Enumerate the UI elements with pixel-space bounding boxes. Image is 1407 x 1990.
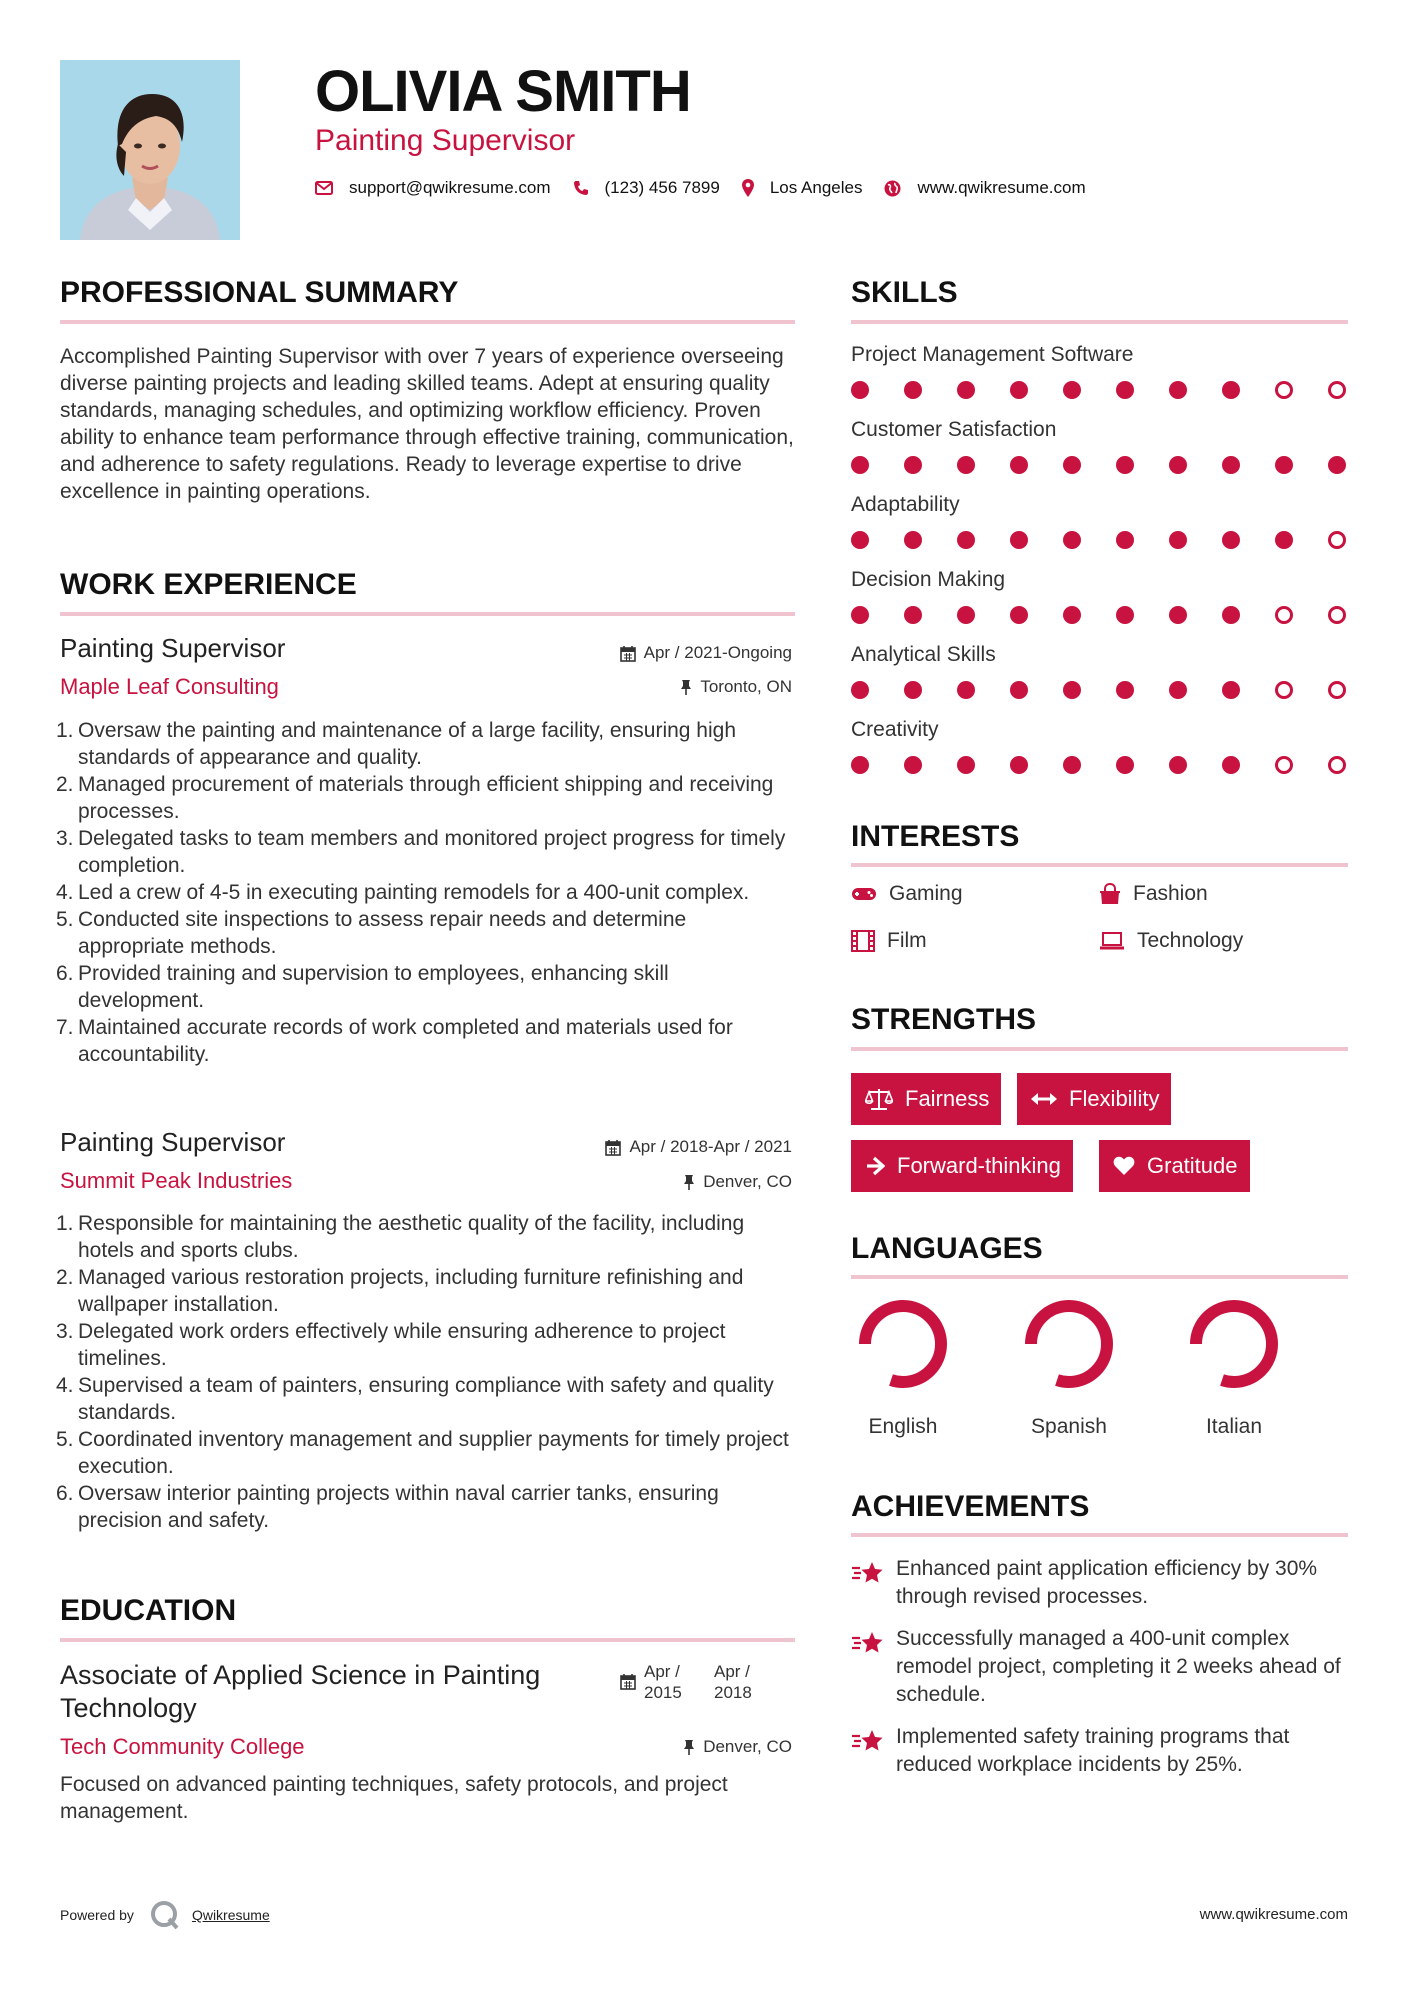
language-ring bbox=[1184, 1294, 1284, 1394]
skill-dot-filled bbox=[957, 681, 975, 699]
job-bullet-item bbox=[56, 1372, 796, 1426]
globe-icon bbox=[884, 180, 901, 197]
skill-dot-filled bbox=[957, 531, 975, 549]
interest-film bbox=[851, 929, 927, 953]
contact-location bbox=[742, 178, 863, 198]
language-level-arc bbox=[865, 1306, 941, 1382]
achievement-text: Successfully managed a 400-unit complex remodel project, completing it 2 weeks ahead of schedule. bbox=[896, 1627, 1341, 1706]
skill-dot-filled bbox=[904, 381, 922, 399]
heart-icon bbox=[1113, 1156, 1135, 1176]
skill-dot-filled bbox=[1222, 606, 1240, 624]
skill-dot-filled bbox=[904, 456, 922, 474]
achievement-text: Enhanced paint application efficiency by 30% through revised processes. bbox=[896, 1557, 1318, 1608]
skill-rating bbox=[851, 531, 1351, 551]
skill-dot-empty bbox=[1275, 606, 1293, 624]
skill-rating bbox=[851, 606, 1351, 626]
footer-branding bbox=[60, 1900, 270, 1930]
skill-dot-filled bbox=[1169, 756, 1187, 774]
skill-dot-empty bbox=[1328, 606, 1346, 624]
interest-technology bbox=[1099, 929, 1243, 953]
skill-dot-filled bbox=[1169, 681, 1187, 699]
skill-dot-filled bbox=[1169, 531, 1187, 549]
bullet-text: Maintained accurate records of work completed and materials used for accountability. bbox=[78, 1016, 733, 1066]
bullet-number: 2. bbox=[56, 1266, 74, 1289]
skill-dot-filled bbox=[1063, 456, 1081, 474]
section-divider bbox=[60, 320, 795, 324]
skills-heading: SKILLS bbox=[851, 276, 958, 309]
job-bullet-item bbox=[56, 771, 796, 825]
education-location-text: Denver, CO bbox=[703, 1737, 792, 1756]
skill-dot-filled bbox=[1010, 756, 1028, 774]
skill-dot-filled bbox=[851, 681, 869, 699]
job-bullet-item bbox=[56, 1264, 796, 1318]
job-bullet-item bbox=[56, 717, 796, 771]
job-bullet-item bbox=[56, 1014, 796, 1068]
skill-dot-filled bbox=[1222, 531, 1240, 549]
skill-dot-filled bbox=[904, 606, 922, 624]
job-bullets bbox=[56, 1210, 796, 1534]
shooting-star-icon bbox=[851, 1559, 885, 1589]
balance-scale-icon bbox=[865, 1087, 893, 1111]
skill-dot-filled bbox=[1222, 756, 1240, 774]
language-level-arc bbox=[1031, 1306, 1107, 1382]
skill-dot-filled bbox=[957, 381, 975, 399]
job-bullet-item bbox=[56, 1426, 796, 1480]
skill-dot-filled bbox=[957, 606, 975, 624]
skill-dot-filled bbox=[904, 681, 922, 699]
skill-dot-filled bbox=[1010, 606, 1028, 624]
job-location-text: Toronto, ON bbox=[700, 677, 792, 696]
qwikresume-link[interactable]: Qwikresume bbox=[191, 1907, 270, 1923]
bullet-number: 4. bbox=[56, 881, 74, 904]
job-dates bbox=[605, 1137, 792, 1157]
job-bullets bbox=[56, 717, 796, 1068]
skill-dot-filled bbox=[1275, 531, 1293, 549]
education-start-date: Apr / 2015 bbox=[644, 1662, 682, 1702]
profile-photo bbox=[60, 60, 240, 240]
bullet-number: 2. bbox=[56, 773, 74, 796]
languages-heading: LANGUAGES bbox=[851, 1232, 1043, 1265]
language-label: English bbox=[868, 1415, 938, 1438]
skill-dot-filled bbox=[1010, 456, 1028, 474]
shopping-bag-icon bbox=[1099, 883, 1121, 905]
skill-dot-filled bbox=[1222, 381, 1240, 399]
bullet-text: Managed procurement of materials through efficient shipping and receiving processes. bbox=[78, 773, 774, 823]
calendar-icon bbox=[620, 1673, 636, 1690]
language-ring bbox=[1019, 1294, 1119, 1394]
job-bullet-item bbox=[56, 1210, 796, 1264]
achievement-text: Implemented safety training programs that reduced workplace incidents by 25%. bbox=[896, 1725, 1290, 1776]
interest-fashion bbox=[1099, 882, 1208, 906]
film-icon bbox=[851, 930, 875, 952]
skill-dot-filled bbox=[957, 756, 975, 774]
education-description: Focused on advanced painting techniques, safety protocols, and project management. bbox=[60, 1773, 728, 1823]
summary-text: Accomplished Painting Supervisor with over 7 years of experience overseeing diverse painting projects and leading skilled teams. Adept at ensuring quality standards, managing schedules, and optimizing workflow efficiency. Proven ability to enhance team performance through effective training, communication, and adherence to safety regulations. Ready to leverage expertise to drive excellence in painting operations. bbox=[60, 345, 794, 503]
experience-heading: WORK EXPERIENCE bbox=[60, 568, 357, 601]
skill-dot-empty bbox=[1328, 756, 1346, 774]
candidate-title: Painting Supervisor bbox=[315, 124, 576, 157]
skill-dot-filled bbox=[851, 381, 869, 399]
interests-heading: INTERESTS bbox=[851, 820, 1020, 853]
bullet-text: Delegated tasks to team members and monitored project progress for timely completion. bbox=[78, 827, 786, 877]
skill-dot-empty bbox=[1328, 381, 1346, 399]
pushpin-icon bbox=[683, 1174, 695, 1191]
interest-gaming bbox=[851, 882, 963, 906]
strength-label: Flexibility bbox=[1069, 1086, 1160, 1111]
skill-rating bbox=[851, 756, 1351, 776]
skill-dot-filled bbox=[1169, 381, 1187, 399]
bullet-number: 1. bbox=[56, 1212, 74, 1235]
section-divider bbox=[60, 1638, 795, 1642]
skill-rating bbox=[851, 456, 1351, 476]
interest-label: Fashion bbox=[1133, 882, 1208, 905]
bullet-text: Oversaw interior painting projects within naval carrier tanks, ensuring precision and safety. bbox=[78, 1482, 719, 1532]
job-location bbox=[680, 677, 792, 697]
skill-dot-filled bbox=[851, 531, 869, 549]
strength-tag bbox=[1099, 1140, 1250, 1192]
skill-dot-filled bbox=[1010, 681, 1028, 699]
job-bullet-item bbox=[56, 1318, 796, 1372]
education-dates bbox=[620, 1661, 784, 1703]
skill-rating bbox=[851, 381, 1351, 401]
skill-dot-filled bbox=[1169, 456, 1187, 474]
strength-tag bbox=[851, 1073, 1001, 1125]
section-divider bbox=[851, 863, 1348, 867]
skill-dot-filled bbox=[1169, 606, 1187, 624]
skill-label: Adaptability bbox=[851, 493, 960, 516]
footer-url[interactable]: www.qwikresume.com bbox=[1199, 1906, 1348, 1923]
skill-dot-filled bbox=[851, 606, 869, 624]
job-dates-text: Apr / 2018-Apr / 2021 bbox=[629, 1137, 792, 1156]
skill-dot-filled bbox=[1222, 456, 1240, 474]
bullet-text: Managed various restoration projects, including furniture refinishing and wallpaper installation. bbox=[78, 1266, 744, 1316]
phone-text: (123) 456 7899 bbox=[604, 178, 720, 197]
bullet-number: 3. bbox=[56, 827, 74, 850]
education-end-date: Apr / 2018 bbox=[714, 1662, 752, 1702]
skill-dot-filled bbox=[1116, 456, 1134, 474]
bullet-number: 1. bbox=[56, 719, 74, 742]
shooting-star-icon bbox=[851, 1727, 885, 1757]
map-marker-icon bbox=[742, 179, 754, 197]
language-label: Spanish bbox=[1031, 1415, 1107, 1438]
skill-dot-filled bbox=[1222, 681, 1240, 699]
envelope-icon bbox=[315, 181, 333, 195]
bullet-number: 6. bbox=[56, 962, 74, 985]
shooting-star-icon bbox=[851, 1629, 885, 1659]
job-title: Painting Supervisor bbox=[60, 1127, 286, 1157]
job-company: Summit Peak Industries bbox=[60, 1168, 293, 1193]
section-divider bbox=[851, 320, 1348, 324]
skill-dot-filled bbox=[1116, 606, 1134, 624]
job-dates bbox=[620, 643, 792, 663]
skill-dot-filled bbox=[957, 456, 975, 474]
gamepad-icon bbox=[851, 886, 877, 902]
contact-email[interactable] bbox=[315, 178, 551, 198]
skill-dot-filled bbox=[851, 456, 869, 474]
location-text: Los Angeles bbox=[769, 178, 863, 197]
skill-rating bbox=[851, 681, 1351, 701]
interest-label: Gaming bbox=[889, 882, 963, 905]
strength-label: Forward-thinking bbox=[897, 1153, 1061, 1178]
skill-dot-filled bbox=[1328, 456, 1346, 474]
skill-dot-filled bbox=[1116, 681, 1134, 699]
section-divider bbox=[851, 1533, 1348, 1537]
contact-phone[interactable] bbox=[573, 178, 720, 198]
skill-label: Project Management Software bbox=[851, 343, 1134, 366]
laptop-icon bbox=[1099, 932, 1125, 950]
skill-dot-filled bbox=[1010, 531, 1028, 549]
calendar-icon bbox=[605, 1139, 621, 1156]
job-bullet-item bbox=[56, 1480, 796, 1534]
education-location bbox=[683, 1737, 792, 1757]
job-bullet-item bbox=[56, 879, 796, 906]
skill-dot-empty bbox=[1275, 681, 1293, 699]
job-bullet-item bbox=[56, 906, 796, 960]
skill-dot-filled bbox=[1063, 531, 1081, 549]
interest-label: Technology bbox=[1137, 929, 1244, 952]
job-title: Painting Supervisor bbox=[60, 633, 286, 663]
job-dates-text: Apr / 2021-Ongoing bbox=[643, 643, 792, 662]
education-heading: EDUCATION bbox=[60, 1594, 237, 1627]
pushpin-icon bbox=[680, 679, 692, 696]
skill-dot-empty bbox=[1328, 531, 1346, 549]
skill-label: Creativity bbox=[851, 718, 939, 741]
language-ring bbox=[853, 1294, 953, 1394]
summary-heading: PROFESSIONAL SUMMARY bbox=[60, 276, 459, 309]
bullet-text: Conducted site inspections to assess repair needs and determine appropriate methods. bbox=[78, 908, 687, 958]
skill-dot-filled bbox=[1063, 606, 1081, 624]
section-divider bbox=[60, 612, 795, 616]
job-location bbox=[683, 1172, 792, 1192]
bullet-number: 3. bbox=[56, 1320, 74, 1343]
bullet-text: Led a crew of 4-5 in executing painting remodels for a 400-unit complex. bbox=[78, 881, 750, 904]
strength-label: Fairness bbox=[905, 1086, 990, 1111]
skill-dot-filled bbox=[1116, 381, 1134, 399]
skill-dot-filled bbox=[1010, 381, 1028, 399]
bullet-number: 7. bbox=[56, 1016, 74, 1039]
job-location-text: Denver, CO bbox=[703, 1172, 792, 1191]
contact-website[interactable] bbox=[884, 178, 1085, 198]
interest-label: Film bbox=[887, 929, 927, 952]
powered-by-text: Powered by bbox=[60, 1907, 134, 1923]
skill-label: Customer Satisfaction bbox=[851, 418, 1057, 441]
bullet-number: 5. bbox=[56, 1428, 74, 1451]
bullet-text: Oversaw the painting and maintenance of a large facility, ensuring high standards of appearance and quality. bbox=[78, 719, 737, 769]
arrow-right-icon bbox=[865, 1156, 885, 1176]
language-level-arc bbox=[1196, 1306, 1272, 1382]
education-school: Tech Community College bbox=[60, 1734, 305, 1759]
skill-dot-filled bbox=[1063, 756, 1081, 774]
bullet-number: 6. bbox=[56, 1482, 74, 1505]
section-divider bbox=[851, 1047, 1348, 1051]
skill-dot-filled bbox=[904, 531, 922, 549]
website-text: www.qwikresume.com bbox=[917, 178, 1086, 197]
skill-label: Decision Making bbox=[851, 568, 1006, 591]
arrows-horizontal-icon bbox=[1031, 1092, 1057, 1106]
bullet-number: 4. bbox=[56, 1374, 74, 1397]
skill-dot-filled bbox=[1116, 531, 1134, 549]
bullet-text: Delegated work orders effectively while ensuring adherence to project timelines. bbox=[78, 1320, 726, 1370]
skill-label: Analytical Skills bbox=[851, 643, 996, 666]
skill-dot-empty bbox=[1275, 756, 1293, 774]
skill-dot-filled bbox=[1063, 681, 1081, 699]
pushpin-icon bbox=[683, 1739, 695, 1756]
bullet-text: Responsible for maintaining the aesthetic quality of the facility, including hotels and sports clubs. bbox=[78, 1212, 745, 1262]
skill-dot-filled bbox=[1063, 381, 1081, 399]
achievements-heading: ACHIEVEMENTS bbox=[851, 1490, 1090, 1523]
strength-label: Gratitude bbox=[1147, 1153, 1238, 1178]
skill-dot-empty bbox=[1275, 381, 1293, 399]
strengths-heading: STRENGTHS bbox=[851, 1003, 1037, 1036]
candidate-name: OLIVIA SMITH bbox=[315, 59, 691, 124]
skill-dot-filled bbox=[904, 756, 922, 774]
phone-icon bbox=[573, 180, 589, 196]
calendar-icon bbox=[620, 645, 636, 662]
bullet-text: Provided training and supervision to employees, enhancing skill development. bbox=[78, 962, 669, 1012]
bullet-number: 5. bbox=[56, 908, 74, 931]
language-label: Italian bbox=[1205, 1415, 1263, 1438]
skill-dot-filled bbox=[851, 756, 869, 774]
strength-tag bbox=[1017, 1073, 1171, 1125]
contact-bar bbox=[315, 178, 1108, 198]
qwikresume-logo-icon bbox=[150, 1900, 180, 1930]
skill-dot-filled bbox=[1275, 456, 1293, 474]
job-bullet-item bbox=[56, 960, 796, 1014]
job-bullet-item bbox=[56, 825, 796, 879]
skill-dot-filled bbox=[1116, 756, 1134, 774]
section-divider bbox=[851, 1275, 1348, 1279]
skill-dot-empty bbox=[1328, 681, 1346, 699]
bullet-text: Coordinated inventory management and supplier payments for timely project execution. bbox=[78, 1428, 789, 1478]
strength-tag bbox=[851, 1140, 1073, 1192]
email-text: support@qwikresume.com bbox=[349, 178, 551, 197]
education-degree: Associate of Applied Science in Painting Technology bbox=[60, 1660, 541, 1723]
job-company: Maple Leaf Consulting bbox=[60, 674, 279, 699]
bullet-text: Supervised a team of painters, ensuring compliance with safety and quality standards. bbox=[78, 1374, 774, 1424]
